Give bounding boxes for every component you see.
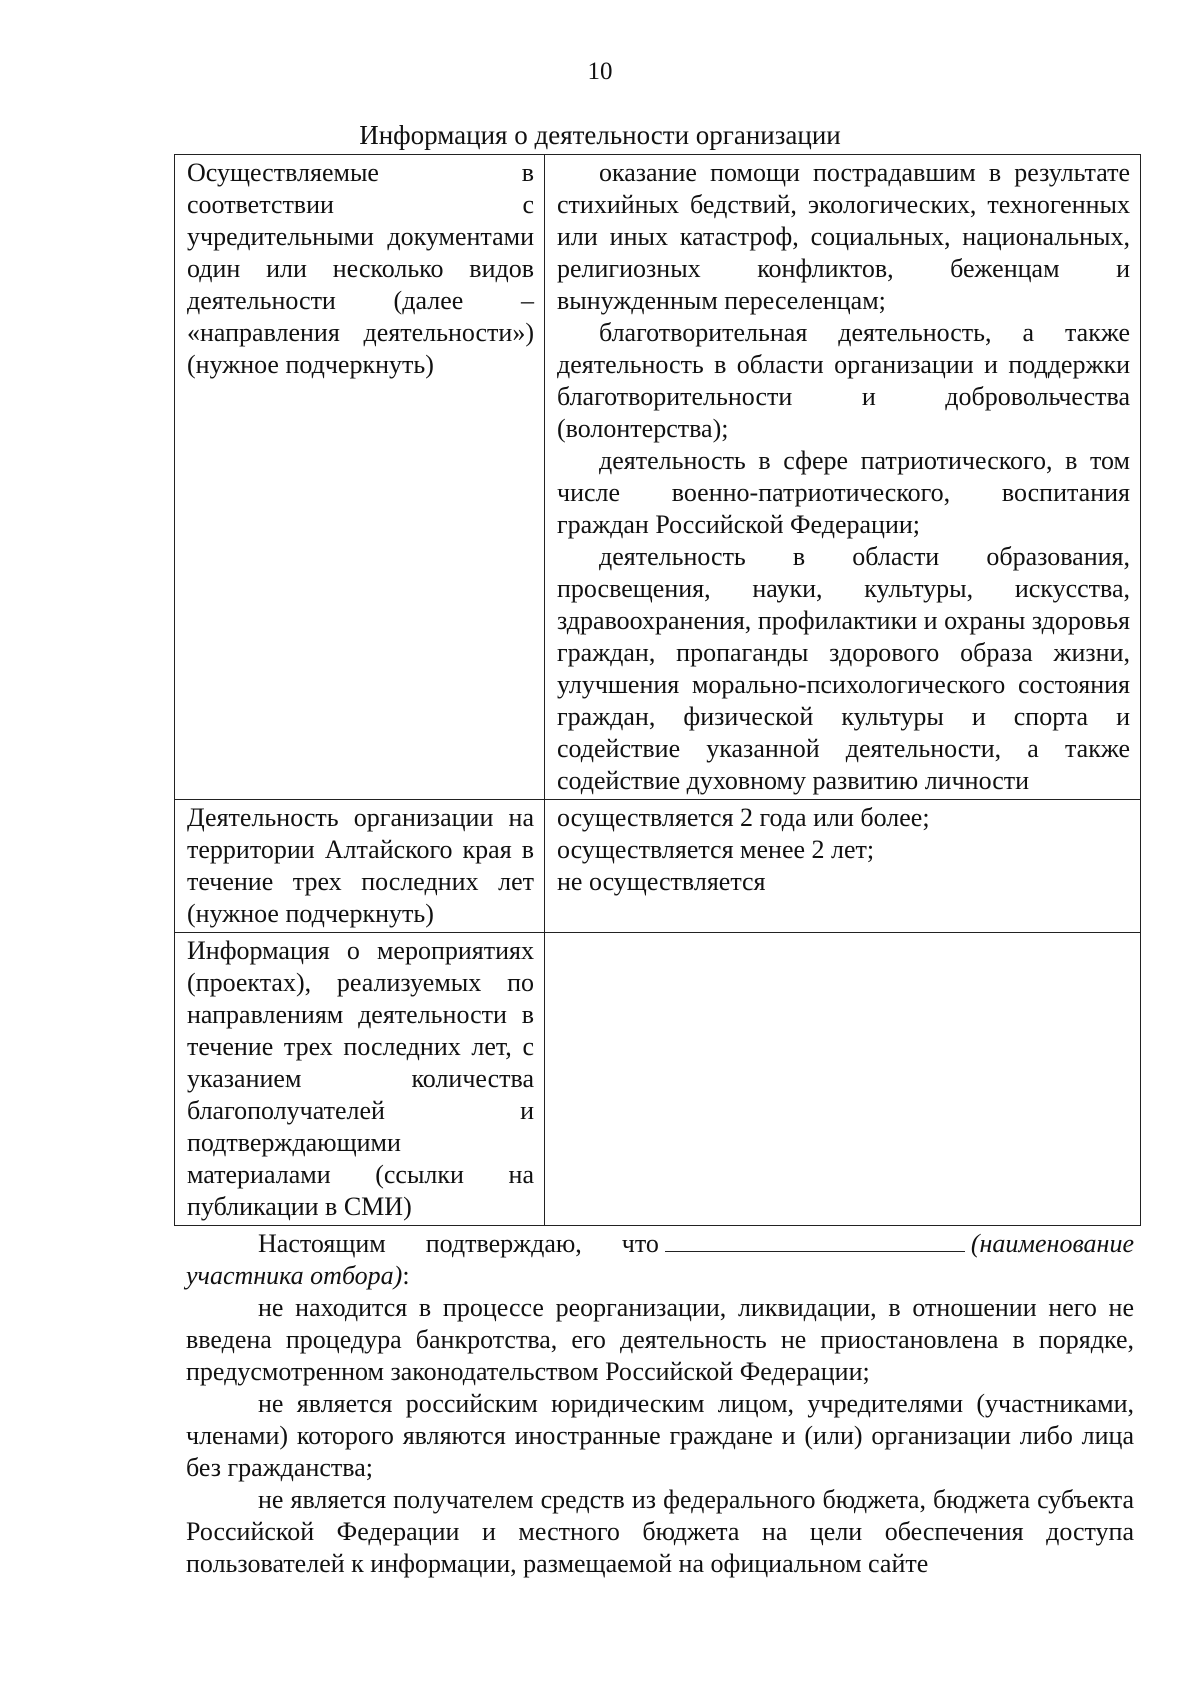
row-value — [545, 800, 1141, 933]
info-table — [174, 154, 1141, 1226]
activity-item: деятельность в сфере патриотического, в том числе военно-патриотического, воспитания граждан Российской Федерации; — [557, 446, 1130, 539]
table-title: Информация о деятельности организации — [359, 120, 841, 150]
confirmation-text — [186, 1228, 1134, 1580]
row-label: Деятельность организации на территории Алтайского края в течение трех последних лет (нужное подчеркнуть) — [175, 800, 545, 933]
activity-item: благотворительная деятельность, а также деятельность в области организации и поддержки благотворительности и добровольчества (волонтерства); — [557, 318, 1130, 443]
confirmation-lead: Настоящим подтверждаю, что (наименование участника отбора): — [186, 1229, 1134, 1290]
paragraph: не находится в процессе реорганизации, ликвидации, в отношении него не введена процедура банкротства, его деятельность не приостановлена в порядке, предусмотренном законодательством Российской Федерации; — [186, 1293, 1134, 1386]
paragraph: не является российским юридическим лицом, учредителями (участниками, членами) которого являются иностранные граждане и (или) организации либо лица без гражданства; — [186, 1389, 1134, 1482]
option-item: осуществляется 2 года или более; — [557, 803, 930, 832]
activity-item: оказание помощи пострадавшим в результате стихийных бедствий, экологических, техногенных или иных катастроф, социальных, национальных, религиозных конфликтов, беженцам и вынужденным переселенцам; — [557, 158, 1130, 315]
paragraph: не является получателем средств из федерального бюджета, бюджета субъекта Российской Федерации и местного бюджета на цели обеспечения доступа пользователей к информации, размещаемой на официальном сайте — [186, 1485, 1134, 1578]
blank-line — [665, 1229, 965, 1252]
row-value-empty — [545, 933, 1141, 1226]
option-item: осуществляется менее 2 лет; — [557, 835, 875, 864]
activity-item: деятельность в области образования, просвещения, науки, культуры, искусства, здравоохранения, профилактики и охраны здоровья граждан, пропаганды здорового образа жизни, улучшения морально-психологического состояния граждан, физической культуры и спорта и содействие указанной деятельности, а также содействие духовному развитию личности — [557, 542, 1130, 795]
row-label: Информация о мероприятиях (проектах), реализуемых по направлениям деятельности в течение трех последних лет, с указанием количества благополучателей и подтверждающими материалами (ссылки на публикации в СМИ) — [175, 933, 545, 1226]
row-value — [545, 155, 1141, 800]
table-row — [175, 155, 1141, 800]
option-item: не осуществляется — [557, 867, 766, 896]
table-row — [175, 933, 1141, 1226]
table-row — [175, 800, 1141, 933]
row-label: Осуществляемые в соответствии с учредительными документами один или несколько видов деятельности (далее – «направления деятельности») (нужное подчеркнуть) — [175, 155, 545, 800]
page-number: 10 — [587, 58, 613, 85]
